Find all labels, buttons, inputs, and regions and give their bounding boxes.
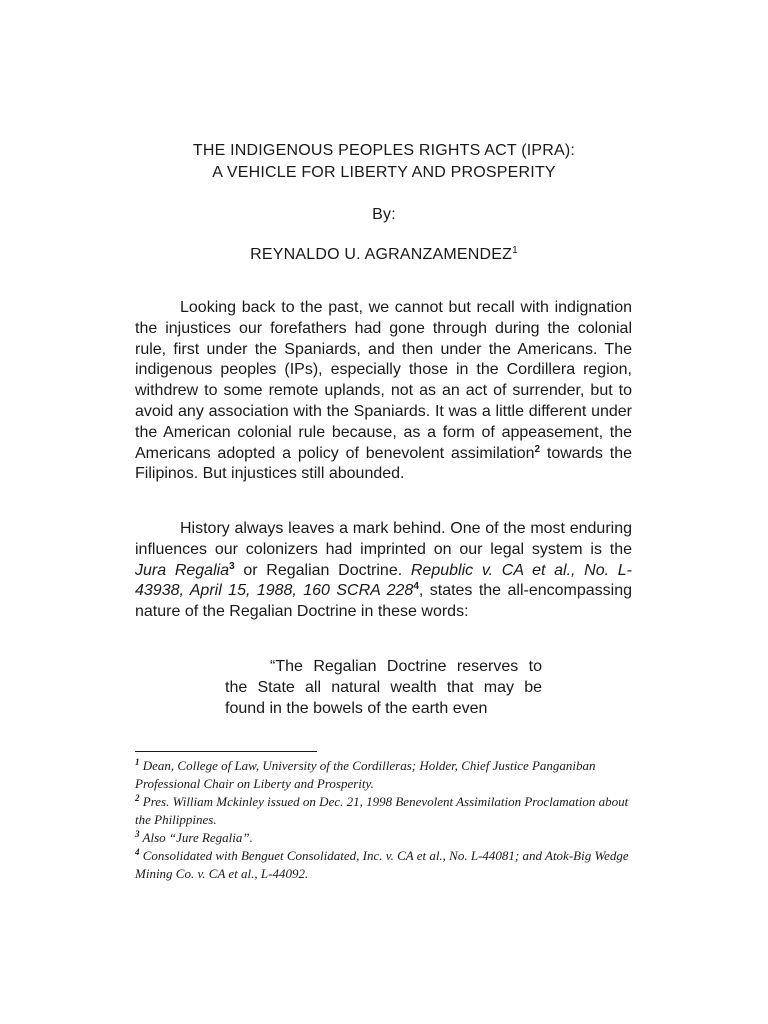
footnote-marker-2: 2 <box>534 443 541 455</box>
paragraph-2 <box>135 519 632 623</box>
paragraph-2-text-2: or Regalian Doctrine. <box>234 561 411 579</box>
footnote-number: 1 <box>135 757 140 767</box>
footnote-text: Also “Jure Regalia”. <box>139 830 253 845</box>
footnote-3 <box>135 829 635 847</box>
paragraph-2-text-1: History always leaves a mark behind. One of the most enduring influences our colonizers had imprinted on our legal system is the <box>135 520 632 558</box>
footnote-number: 4 <box>135 847 140 857</box>
case-citation: Republic v. CA et al., No. L-43938, April 15, 1988, 160 SCRA 228 <box>135 561 633 600</box>
footnote-text: Pres. William Mckinley issued on Dec. 21, 1998 Benevolent Assimilation Proclamation about the Philippines. <box>135 794 629 827</box>
footnote-number: 3 <box>135 829 140 839</box>
byline-label: By: <box>372 206 396 223</box>
footnote-1 <box>135 757 635 793</box>
author-footnote-marker: 1 <box>512 245 518 256</box>
block-quote: “The Regalian Doctrine reserves to the State all natural wealth that may be found in the bowels of the earth even <box>225 658 542 717</box>
paragraph-1-text-end: towards the Filipinos. But injustices still abounded. <box>135 444 633 483</box>
paragraph-1 <box>135 298 632 485</box>
footnote-separator <box>135 751 317 752</box>
author-name <box>0 244 768 266</box>
paragraph-2-text-3: , states the all-encompassing nature of the Regalian Doctrine in these words: <box>135 582 632 621</box>
footnote-4 <box>135 847 635 883</box>
footnote-marker-4: 4 <box>413 581 419 593</box>
title-line-1: THE INDIGENOUS PEOPLES RIGHTS ACT (IPRA): <box>192 142 576 159</box>
title-line-2: A VEHICLE FOR LIBERTY AND PROSPERITY <box>212 164 556 181</box>
footnote-number: 2 <box>135 793 140 803</box>
footnote-2 <box>135 793 635 829</box>
jura-regalia-term: Jura Regalia <box>135 561 230 579</box>
paragraph-1-text: Looking back to the past, we cannot but recall with indignation the injustices our forefathers had gone through during the colonial rule, first under the Spaniards, and then under the Americans. The indigenous peoples (IPs), especially those in the Cordillera region, withdrew to some remote uplands, not as an act of surrender, but to avoid any association with the Spaniards. It was a little different under the American colonial rule because, as a form of appeasement, the Americans adopted a policy of benevolent assimilation <box>135 299 632 462</box>
footnotes <box>135 757 635 883</box>
footnote-marker-3: 3 <box>229 560 235 572</box>
author-name-text: REYNALDO U. AGRANZAMENDEZ <box>250 246 513 263</box>
footnote-text: Dean, College of Law, University of the Cordilleras; Holder, Chief Justice Panganiban Professional Chair on Liberty and Prosperity. <box>135 758 596 791</box>
footnote-text: Consolidated with Benguet Consolidated, Inc. v. CA et al., No. L-44081; and Atok-Big Wedge Mining Co. v. CA et al., L-44092. <box>135 848 629 881</box>
